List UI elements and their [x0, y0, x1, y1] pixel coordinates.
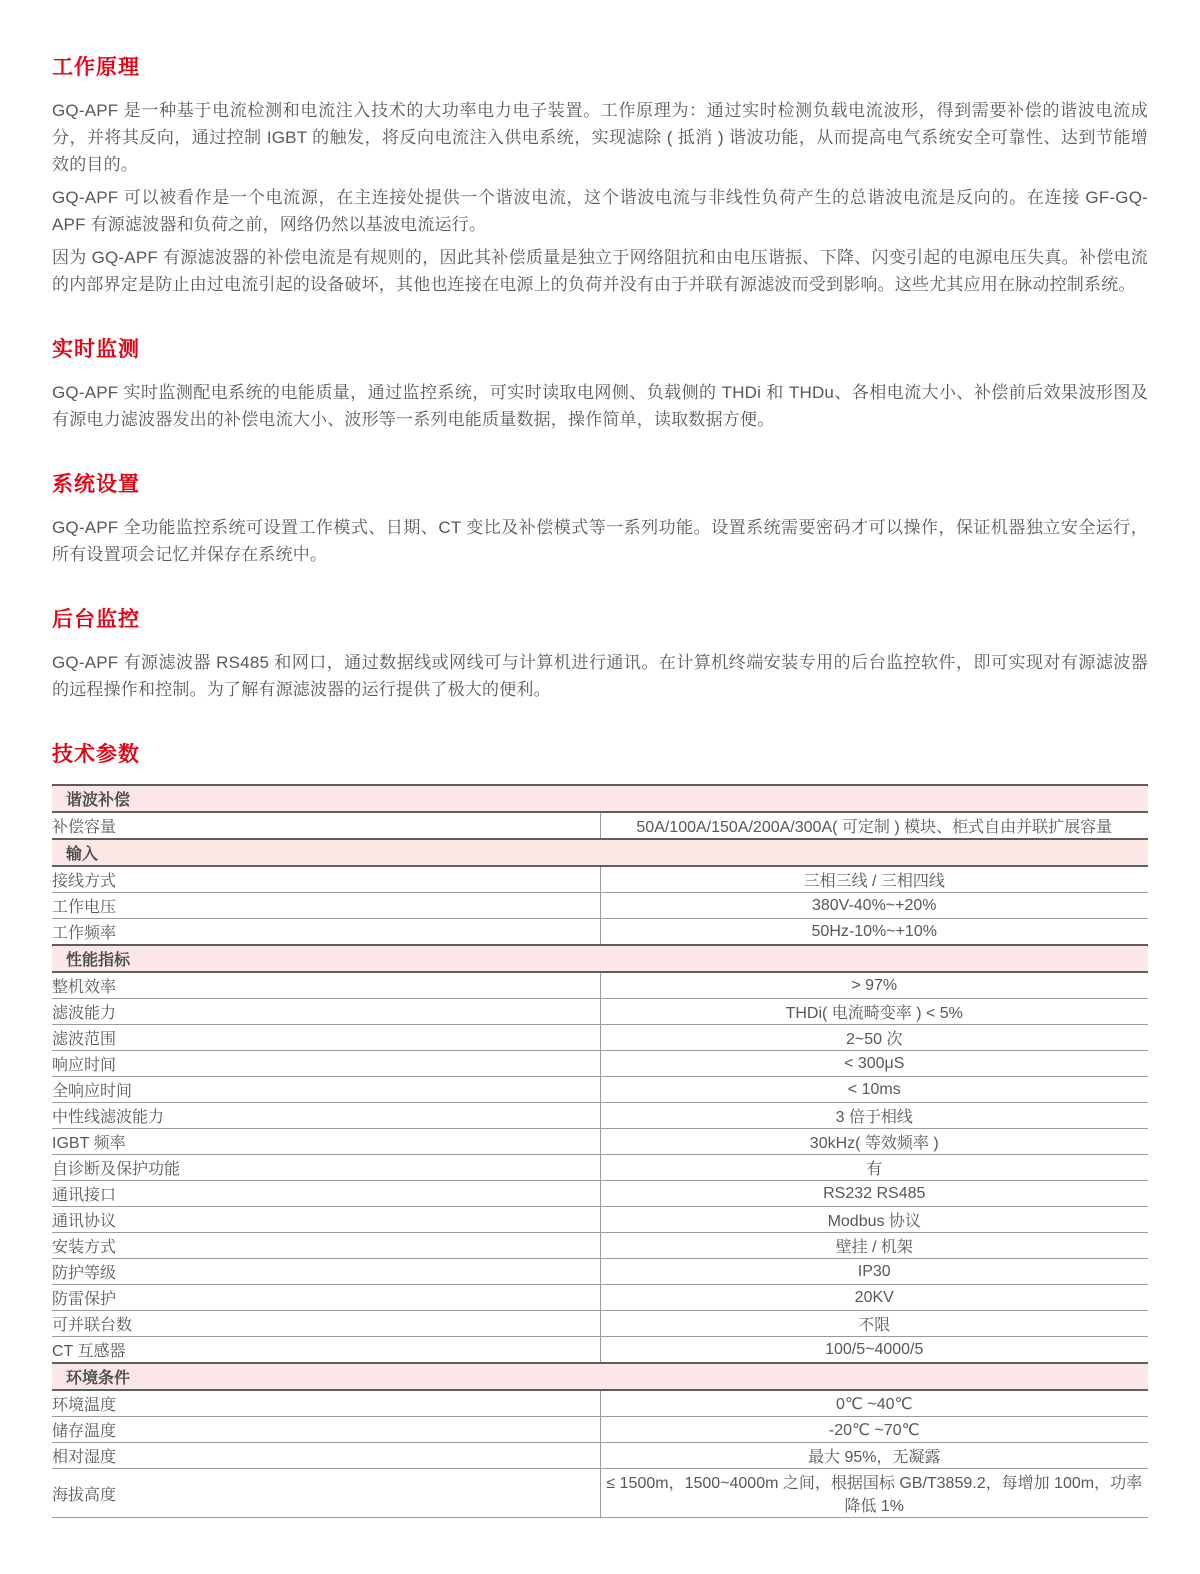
- spec-value: 50A/100A/150A/200A/300A( 可定制 ) 模块、柜式自由并联扩展容量: [600, 812, 1148, 839]
- section-title-realtime-monitoring: 实时监测: [52, 338, 140, 361]
- spec-label: 滤波范围: [52, 1025, 600, 1051]
- spec-value: 20KV: [600, 1285, 1148, 1311]
- spec-value: Modbus 协议: [600, 1207, 1148, 1233]
- spec-value: 三相三线 / 三相四线: [600, 866, 1148, 893]
- spec-label: 相对湿度: [52, 1443, 600, 1469]
- paragraph: GQ-APF 有源滤波器 RS485 和网口，通过数据线或网线可与计算机进行通讯。在计算机终端安装专用的后台监控软件，即可实现对有源滤波器的远程操作和控制。为了解有源滤波器的运行提供了极大的便利。: [52, 653, 1148, 699]
- section-title-backend-monitoring: 后台监控: [52, 608, 140, 631]
- spec-row-overall-efficiency: [52, 972, 1148, 999]
- spec-row-working-voltage: [52, 893, 1148, 919]
- paragraph: GQ-APF 是一种基于电流检测和电流注入技术的大功率电力电子装置。工作原理为：通过实时检测负载电流波形，得到需要补偿的谐波电流成分，并将其反向，通过控制 IGBT 的触发，将反向电流注入供电系统，实现滤除 ( 抵消 ) 谐波功能，从而提高电气系统安全可靠性、达到节能增效的目的。: [52, 101, 1148, 174]
- spec-label: 自诊断及保护功能: [52, 1155, 600, 1181]
- spec-label: 滤波能力: [52, 999, 600, 1025]
- spec-value: ≤ 1500m，1500~4000m 之间，根据国标 GB/T3859.2，每增加 100m，功率降低 1%: [600, 1469, 1148, 1518]
- spec-row-response-time: [52, 1051, 1148, 1077]
- spec-row-filtering-range: [52, 1025, 1148, 1051]
- spec-group-header: 输入: [52, 839, 1148, 866]
- spec-label: 中性线滤波能力: [52, 1103, 600, 1129]
- spec-row-filtering-capability: [52, 999, 1148, 1025]
- spec-label: 安装方式: [52, 1233, 600, 1259]
- spec-row-igbt-frequency: [52, 1129, 1148, 1155]
- paragraph: GQ-APF 可以被看作是一个电流源，在主连接处提供一个谐波电流，这个谐波电流与非线性负荷产生的总谐波电流是反向的。在连接 GF-GQ-APF 有源滤波器和负荷之前，网络仍然以基波电流运行。: [52, 188, 1148, 234]
- spec-value: < 10ms: [600, 1077, 1148, 1103]
- spec-value: 最大 95%，无凝露: [600, 1443, 1148, 1469]
- spec-row-ambient-temperature: [52, 1390, 1148, 1417]
- spec-value: 100/5~4000/5: [600, 1337, 1148, 1364]
- spec-row-working-frequency: [52, 919, 1148, 946]
- spec-value: 有: [600, 1155, 1148, 1181]
- spec-row-lightning-protection: [52, 1285, 1148, 1311]
- spec-value: THDi( 电流畸变率 ) < 5%: [600, 999, 1148, 1025]
- spec-value: 50Hz-10%~+10%: [600, 919, 1148, 946]
- spec-row-parallel-units: [52, 1311, 1148, 1337]
- spec-label: CT 互感器: [52, 1337, 600, 1364]
- spec-row-neutral-line-filtering: [52, 1103, 1148, 1129]
- spec-label: 通讯协议: [52, 1207, 600, 1233]
- spec-group-harmonic-compensation: [52, 785, 1148, 812]
- paragraph: 因为 GQ-APF 有源滤波器的补偿电流是有规则的，因此其补偿质量是独立于网络阻抗和由电压谐振、下降、闪变引起的电源电压失真。补偿电流的内部界定是防止由过电流引起的设备破坏，其他也连接在电源上的负荷并没有由于并联有源滤波而受到影响。这些尤其应用在脉动控制系统。: [52, 248, 1148, 294]
- spec-row-protection-level: [52, 1259, 1148, 1285]
- section-system-settings: [52, 471, 1148, 568]
- section-working-principle: [52, 54, 1148, 298]
- spec-label: 响应时间: [52, 1051, 600, 1077]
- spec-row-communication-protocol: [52, 1207, 1148, 1233]
- section-title-system-settings: 系统设置: [52, 473, 140, 496]
- spec-row-relative-humidity: [52, 1443, 1148, 1469]
- spec-label: 工作电压: [52, 893, 600, 919]
- spec-label: 防护等级: [52, 1259, 600, 1285]
- spec-label: 防雷保护: [52, 1285, 600, 1311]
- spec-label: 整机效率: [52, 972, 600, 999]
- spec-label: 全响应时间: [52, 1077, 600, 1103]
- spec-row-communication-interface: [52, 1181, 1148, 1207]
- spec-group-header: 环境条件: [52, 1363, 1148, 1390]
- spec-row-installation-mode: [52, 1233, 1148, 1259]
- spec-value: > 97%: [600, 972, 1148, 999]
- spec-group-performance: [52, 945, 1148, 972]
- section-realtime-monitoring: [52, 336, 1148, 433]
- spec-group-header: 性能指标: [52, 945, 1148, 972]
- spec-value: IP30: [600, 1259, 1148, 1285]
- spec-row-self-diagnosis-protection: [52, 1155, 1148, 1181]
- spec-value: < 300μS: [600, 1051, 1148, 1077]
- spec-value: 0℃ ~40℃: [600, 1390, 1148, 1417]
- section-backend-monitoring: [52, 606, 1148, 703]
- spec-label: 海拔高度: [52, 1469, 600, 1518]
- spec-row-ct-transformer: [52, 1337, 1148, 1364]
- spec-value: 380V-40%~+20%: [600, 893, 1148, 919]
- spec-value: -20℃ ~70℃: [600, 1417, 1148, 1443]
- spec-group-input: [52, 839, 1148, 866]
- spec-value: RS232 RS485: [600, 1181, 1148, 1207]
- spec-value: 不限: [600, 1311, 1148, 1337]
- spec-row-full-response-time: [52, 1077, 1148, 1103]
- spec-row-storage-temperature: [52, 1417, 1148, 1443]
- section-title-working-principle: 工作原理: [52, 56, 140, 79]
- spec-label: IGBT 频率: [52, 1129, 600, 1155]
- spec-label: 环境温度: [52, 1390, 600, 1417]
- spec-label: 通讯接口: [52, 1181, 600, 1207]
- paragraph: GQ-APF 实时监测配电系统的电能质量，通过监控系统，可实时读取电网侧、负载侧的 THDi 和 THDu、各相电流大小、补偿前后效果波形图及有源电力滤波器发出的补偿电流大小、波形等一系列电能质量数据，操作简单，读取数据方便。: [52, 383, 1148, 429]
- spec-label: 可并联台数: [52, 1311, 600, 1337]
- section-technical-parameters: [52, 741, 1148, 1518]
- spec-row-altitude: [52, 1469, 1148, 1518]
- spec-label: 储存温度: [52, 1417, 600, 1443]
- spec-value: 30kHz( 等效频率 ): [600, 1129, 1148, 1155]
- paragraph: GQ-APF 全功能监控系统可设置工作模式、日期、CT 变比及补偿模式等一系列功能。设置系统需要密码才可以操作，保证机器独立安全运行，所有设置项会记忆并保存在系统中。: [52, 518, 1148, 564]
- section-title-technical-parameters: 技术参数: [52, 743, 140, 766]
- spec-value: 2~50 次: [600, 1025, 1148, 1051]
- spec-group-environment: [52, 1363, 1148, 1390]
- spec-row-wiring-mode: [52, 866, 1148, 893]
- spec-table: [52, 784, 1148, 1518]
- spec-value: 3 倍于相线: [600, 1103, 1148, 1129]
- spec-group-header: 谐波补偿: [52, 785, 1148, 812]
- spec-value: 壁挂 / 机架: [600, 1233, 1148, 1259]
- spec-row-compensation-capacity: [52, 812, 1148, 839]
- spec-label: 工作频率: [52, 919, 600, 946]
- spec-label: 接线方式: [52, 866, 600, 893]
- spec-label: 补偿容量: [52, 812, 600, 839]
